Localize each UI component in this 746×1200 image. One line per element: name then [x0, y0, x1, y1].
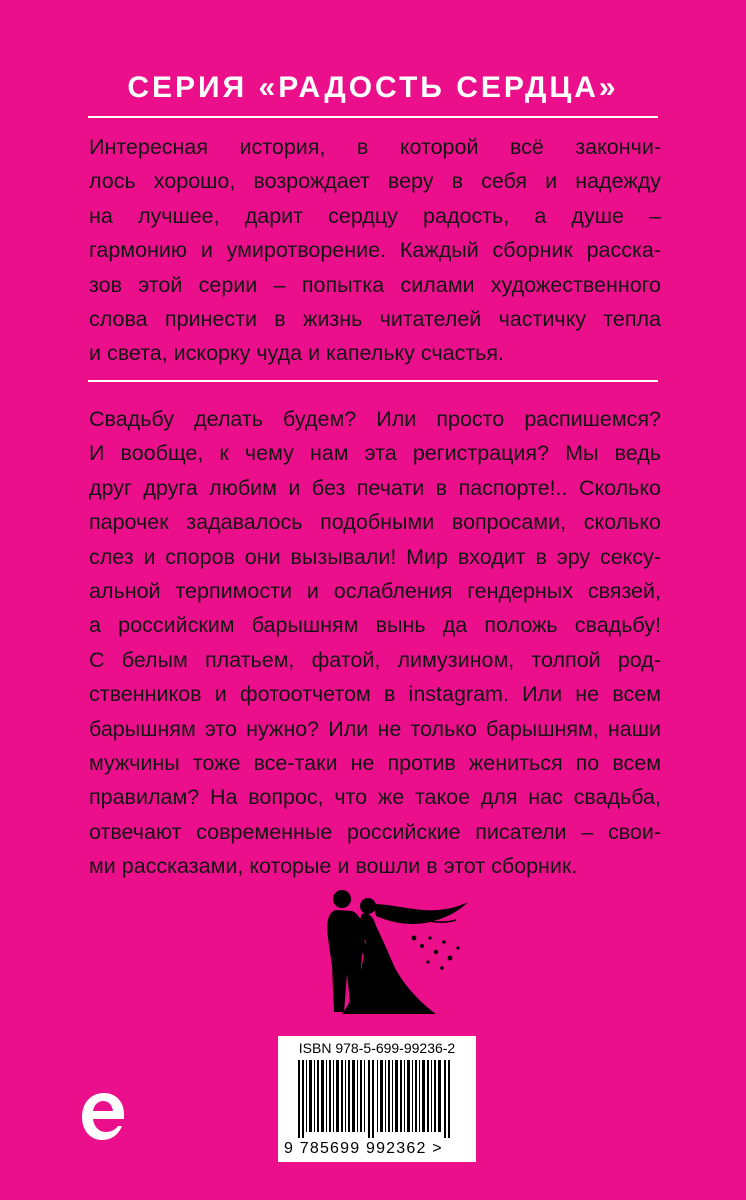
annotation-line: слез и споров они вызывали! Мир входит в эру сексу- — [89, 544, 661, 569]
annotation-line: друг друга любим и без печати в паспорте!.. Сколько — [89, 475, 661, 500]
isbn-barcode — [278, 1036, 476, 1162]
barcode-bars-icon — [296, 1060, 456, 1138]
series-description-line: лось хорошо, возрождает веру в себя и надежду — [89, 169, 661, 194]
annotation-line: ми рассказами, которые и вошли в этот сборник. — [89, 854, 578, 879]
annotation-line: барышням это нужно? Или не только барышням, наши — [89, 716, 661, 741]
annotation-line: И вообще, к чему нам эта регистрация? Мы ведь — [89, 441, 661, 466]
series-description-line: слова принести в жизнь читателей частичку тепла — [89, 307, 661, 332]
barcode-digits: 9 785699 992362 > — [284, 1140, 443, 1157]
middle-divider — [88, 380, 658, 382]
annotation-line: отвечают современные российские писатели – свои- — [89, 819, 661, 844]
wedding-couple-silhouette-icon — [318, 882, 478, 1022]
series-description-line: на лучшее, дарит сердцу радость, а душе – — [89, 203, 661, 228]
series-description-line: Интересная история, в которой всё закончи- — [89, 135, 661, 159]
series-description-line: гармонию и умиротворение. Каждый сборник расска- — [89, 238, 661, 263]
annotation-line: Свадьбу делать будем? Или просто распишемся? — [89, 407, 661, 431]
annotation-line: альной терпимости и ослабления гендерных связей, — [89, 579, 661, 604]
series-description-line: и света, искорку чуда и капельку счастья. — [89, 341, 504, 366]
series-title: СЕРИЯ «РАДОСТЬ СЕРДЦА» — [127, 71, 619, 104]
annotation-line: С белым платьем, фатой, лимузином, толпой род- — [89, 647, 661, 672]
series-description — [89, 130, 661, 371]
annotation-line: парочек задавалось подобными вопросами, сколько — [89, 510, 661, 535]
isbn-label: ISBN 978-5-699-99236-2 — [298, 1040, 456, 1056]
book-annotation — [89, 402, 661, 884]
annotation-line: а российским барышням вынь да положь свадьбу! — [89, 613, 661, 638]
eksmo-logo-icon — [78, 1088, 130, 1144]
annotation-line: правилам? На вопрос, что же такое для нас свадьба, — [89, 785, 661, 810]
annotation-line: ственников и фотоотчетом в instagram. Или не всем — [89, 682, 661, 707]
series-description-line: зов этой серии – попытка силами художественного — [89, 272, 661, 297]
top-divider — [88, 116, 658, 118]
annotation-line: мужчины тоже все-таки не против жениться по всем — [89, 751, 661, 776]
